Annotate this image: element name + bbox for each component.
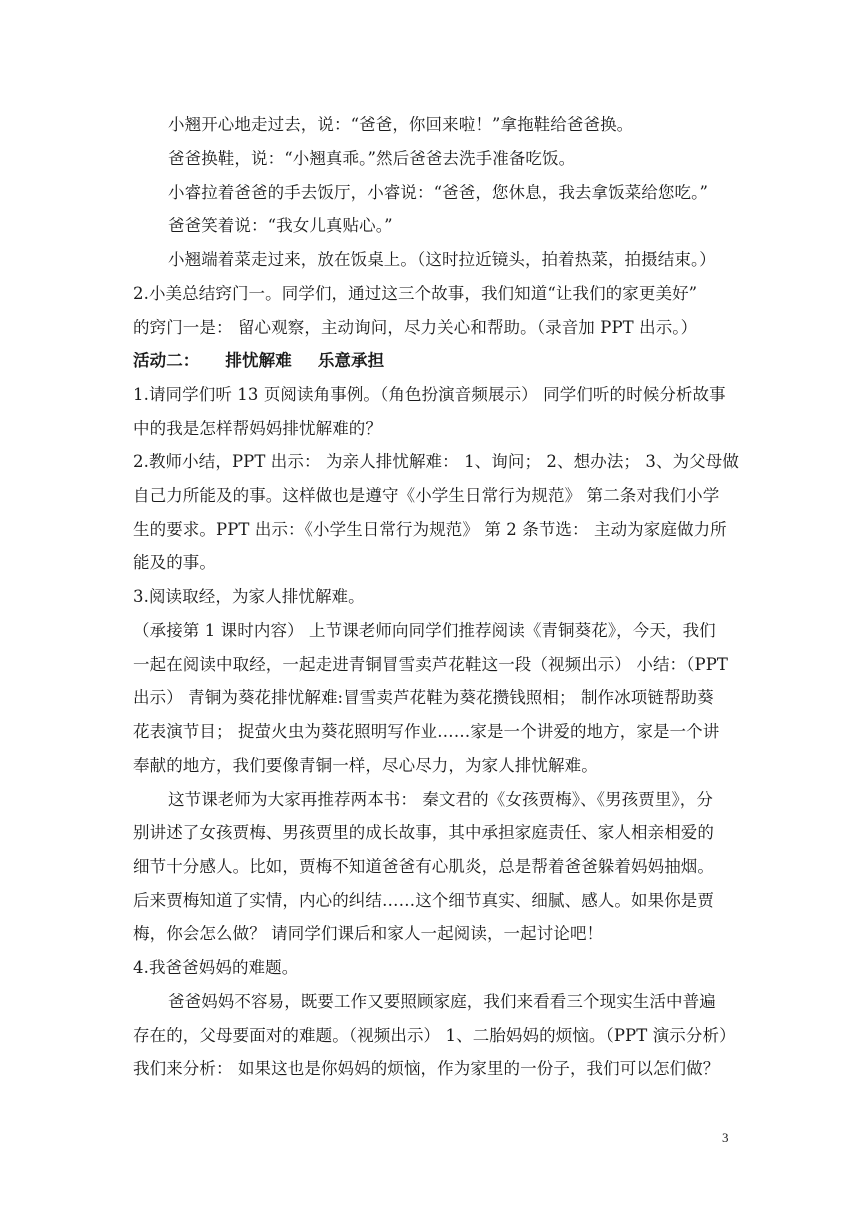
section-heading — [133, 351, 384, 371]
text-line: 生的要求。PPT 出示：《小学生日常行为规范》 第 2 条节选： 主动为家庭做力所 — [133, 520, 727, 539]
text-line: 小睿拉着爸爸的手去饭厅，小睿说：“爸爸，您休息，我去拿饭菜给您吃。” — [168, 183, 709, 202]
heading-part1: 排忧解难 — [225, 351, 292, 370]
text-line: 存在的，父母要面对的难题。（视频出示） 1、二胎妈妈的烦恼。（PPT 演示分析） — [133, 1026, 736, 1045]
text-line: 小翘端着菜走过来，放在饭桌上。（这时拉近镜头，拍着热菜，拍摄结束。） — [168, 250, 716, 269]
text-line: 小翘开心地走过去，说：“爸爸，你回来啦！”拿拖鞋给爸爸换。 — [168, 115, 634, 134]
text-line: 3.阅读取经，为家人排忧解难。 — [133, 587, 365, 606]
text-line: 爸爸笑着说：“我女儿真贴心。” — [168, 216, 393, 235]
text-line: 4.我爸爸妈妈的难题。 — [133, 958, 299, 977]
text-line: 别讲述了女孩贾梅、男孩贾里的成长故事，其中承担家庭责任、家人相亲相爱的 — [133, 823, 714, 842]
text-line: 能及的事。 — [133, 553, 216, 572]
text-line: （承接第 1 课时内容） 上节课老师向同学们推荐阅读《青铜葵花》，今天，我们 — [133, 621, 716, 640]
text-line: 花表演节目； 捉萤火虫为葵花照明写作业……家是一个讲爱的地方，家是一个讲 — [133, 722, 720, 741]
text-line: 的窍门一是： 留心观察，主动询问，尽力关心和帮助。（录音加 PPT 出示。） — [133, 318, 698, 337]
text-line: 爸爸妈妈不容易，既要工作又要照顾家庭，我们来看看三个现实生活中普遍 — [168, 992, 716, 1011]
text-line: 细节十分感人。比如，贾梅不知道爸爸有心肌炎，总是帮着爸爸躲着妈妈抽烟。 — [133, 857, 714, 876]
text-line: 出示） 青铜为葵花排忧解难:冒雪卖芦花鞋为葵花攒钱照相； 制作冰项链帮助葵 — [133, 688, 714, 707]
text-line: 一起在阅读中取经，一起走进青铜冒雪卖芦花鞋这一段（视频出示） 小结：（PPT — [133, 655, 729, 674]
heading-label: 活动二： — [133, 351, 200, 370]
text-line: 后来贾梅知道了实情，内心的纠结……这个细节真实、细腻、感人。如果你是贾 — [133, 891, 714, 910]
text-line: 2.小美总结窍门一。同学们，通过这三个故事，我们知道“让我们的家更美好” — [133, 284, 698, 303]
text-line: 我们来分析： 如果这也是你妈妈的烦恼，作为家里的一份子，我们可以怎们做？ — [133, 1059, 720, 1078]
text-line: 中的我是怎样帮妈妈排忧解难的？ — [133, 419, 382, 438]
heading-part2: 乐意承担 — [317, 351, 385, 370]
text-line: 爸爸换鞋，说：“小翘真乖。”然后爸爸去洗手准备吃饭。 — [168, 149, 576, 168]
text-line: 梅，你会怎么做？ 请同学们课后和家人一起阅读，一起讨论吧！ — [133, 924, 604, 943]
text-line: 自己力所能及的事。这样做也是遵守《小学生日常行为规范》 第二条对我们小学 — [133, 486, 720, 505]
text-line: 1.请同学们听 13 页阅读角事例。（角色扮演音频展示） 同学们听的时候分析故事 — [133, 385, 726, 404]
text-line: 这节课老师为大家再推荐两本书： 秦文君的《女孩贾梅》、《男孩贾里》，分 — [168, 790, 713, 809]
text-line: 奉献的地方，我们要像青铜一样，尽心尽力，为家人排忧解难。 — [133, 756, 598, 775]
page-number: 3 — [722, 1130, 729, 1145]
text-line: 2.教师小结，PPT 出示： 为亲人排忧解难： 1、询问； 2、想办法； 3、为父母做 — [133, 452, 739, 471]
